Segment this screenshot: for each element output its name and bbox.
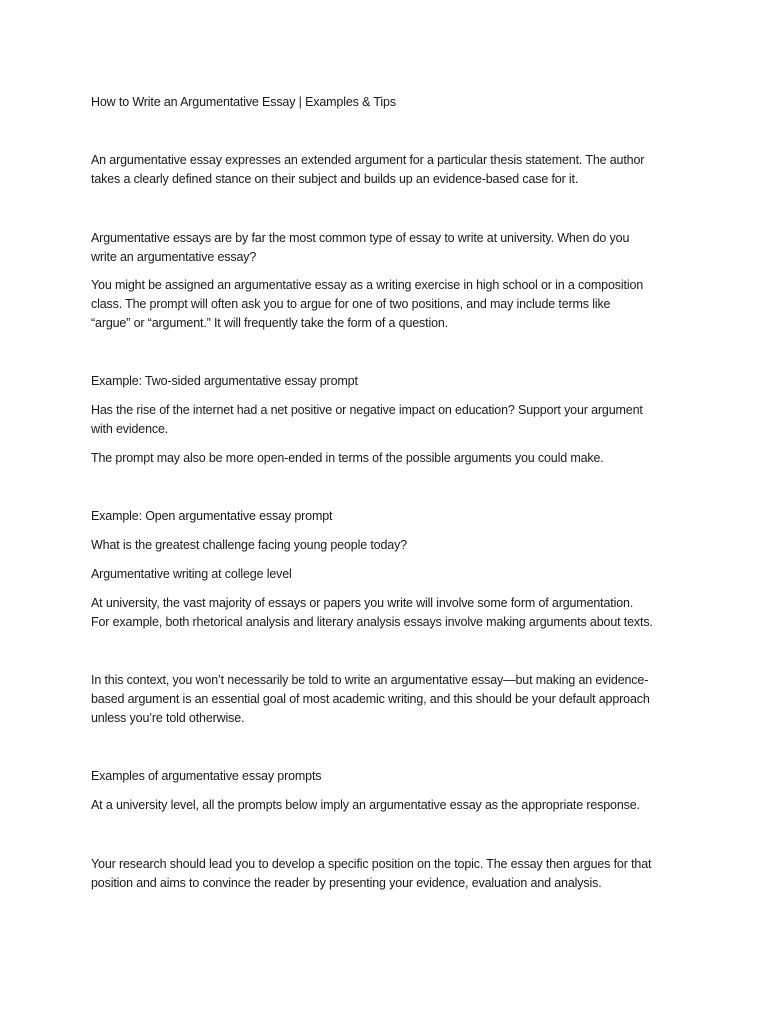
paragraph-line: takes a clearly defined stance on their subject and builds up an evidence-based case for it. (91, 172, 579, 186)
paragraph-line: At university, the vast majority of essays or papers you write will involve some form of argumentation. (91, 596, 634, 610)
paragraph-line: write an argumentative essay? (91, 250, 257, 264)
paragraph-line: based argument is an essential goal of most academic writing, and this should be your default approach (91, 692, 650, 706)
paragraph-line: The prompt may also be more open-ended in terms of the possible arguments you could make. (91, 451, 604, 465)
paragraph-line: Your research should lead you to develop a specific position on the topic. The essay then argues for that (91, 857, 652, 871)
section-label: Examples of argumentative essay prompts (91, 769, 322, 783)
paragraph-line: Argumentative essays are by far the most common type of essay to write at university. When do you (91, 231, 630, 245)
paragraph-line: You might be assigned an argumentative essay as a writing exercise in high school or in a composition (91, 278, 644, 292)
paragraph-line: position and aims to convince the reader by presenting your evidence, evaluation and analysis. (91, 876, 602, 890)
paragraph-line: Has the rise of the internet had a net positive or negative impact on education? Support your argument (91, 403, 643, 417)
paragraph-line: In this context, you won’t necessarily be told to write an argumentative essay—but making an evidence- (91, 673, 649, 687)
paragraph-line: At a university level, all the prompts below imply an argumentative essay as the appropriate response. (91, 798, 640, 812)
paragraph-line: unless you’re told otherwise. (91, 711, 245, 725)
document-title: How to Write an Argumentative Essay | Examples & Tips (91, 95, 396, 109)
paragraph-line: An argumentative essay expresses an extended argument for a particular thesis statement. The author (91, 153, 645, 167)
paragraph-line: with evidence. (91, 422, 169, 436)
paragraph-line: What is the greatest challenge facing young people today? (91, 538, 407, 552)
paragraph-line: class. The prompt will often ask you to argue for one of two positions, and may include terms like (91, 297, 611, 311)
section-label: Argumentative writing at college level (91, 567, 292, 581)
section-label: Example: Open argumentative essay prompt (91, 509, 333, 523)
paragraph-line: For example, both rhetorical analysis and literary analysis essays involve making arguments about texts. (91, 615, 653, 629)
section-label: Example: Two-sided argumentative essay prompt (91, 374, 358, 388)
paragraph-line: “argue” or “argument.” It will frequently take the form of a question. (91, 316, 449, 330)
